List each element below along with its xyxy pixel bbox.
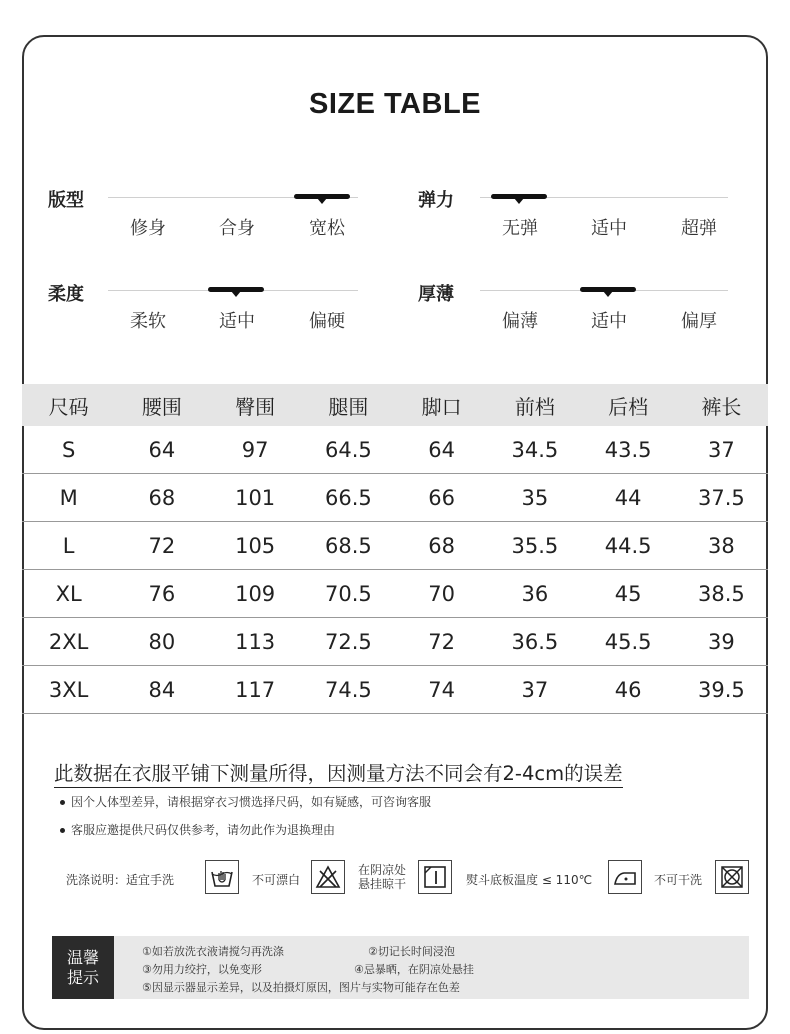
page-title: SIZE TABLE	[308, 88, 482, 120]
softness-option: 适中	[219, 311, 255, 332]
table-cell: 72	[428, 629, 455, 654]
table-cell: 64	[148, 437, 176, 462]
table-cell: 74.5	[324, 677, 372, 702]
stretch-label: 弹力	[418, 190, 454, 211]
bullet-dot	[60, 800, 65, 805]
table-cell: 72.5	[324, 629, 372, 654]
no-dry-clean-glyph	[719, 864, 745, 890]
tips-badge-line: 提示	[66, 967, 99, 987]
column-header: 裤长	[701, 394, 742, 419]
table-cell: 76	[148, 581, 176, 606]
shade-dry-line: 在阴凉处	[358, 863, 407, 877]
table-cell: 68	[148, 485, 176, 510]
bullet-dot	[60, 828, 65, 833]
table-row	[22, 570, 768, 618]
table-cell: 64	[428, 437, 455, 462]
stretch-option: 适中	[591, 218, 627, 239]
no-bleach-icon	[311, 860, 345, 894]
thickness-option: 适中	[591, 311, 627, 332]
no-dry-clean-label: 不可干洗	[654, 873, 703, 887]
measurement-note: 此数据在衣服平铺下测量所得，因测量方法不同会有2-4cm的误差	[54, 758, 623, 788]
thickness-option: 偏厚	[681, 311, 717, 332]
column-header: 臀围	[235, 394, 276, 419]
table-cell: 97	[241, 437, 269, 462]
tip-item: ④忌暴晒，在阴凉处悬挂	[354, 963, 474, 976]
shade-dry-line: 悬挂晾干	[358, 877, 407, 891]
table-cell: M	[59, 485, 78, 510]
tips-badge	[52, 936, 114, 999]
table-row	[22, 522, 768, 570]
table-row	[22, 474, 768, 522]
table-cell: XL	[55, 581, 82, 606]
tips-panel	[52, 936, 749, 999]
table-row	[22, 666, 768, 714]
column-header: 尺码	[48, 394, 89, 419]
tip-item: ⑤因显示器显示差异，以及拍摄灯原因，图片与实物可能存在色差	[142, 981, 460, 994]
size-table	[22, 384, 768, 714]
table-cell: 37.5	[697, 485, 745, 510]
softness-label: 柔度	[48, 284, 84, 305]
column-header: 脚口	[421, 394, 462, 419]
table-cell: 37	[708, 437, 735, 462]
table-cell: 70.5	[324, 581, 372, 606]
fit-option: 合身	[219, 218, 255, 239]
table-row	[22, 618, 768, 666]
table-cell: 105	[235, 533, 276, 558]
table-cell: 38	[708, 533, 735, 558]
table-cell: 45.5	[604, 629, 652, 654]
table-cell: 101	[235, 485, 276, 510]
table-cell: 74	[428, 677, 455, 702]
table-cell: S	[61, 437, 76, 462]
iron-label: 熨斗底板温度 ≤ 110℃	[466, 873, 593, 887]
tip-item: ②切记长时间浸泡	[368, 945, 455, 958]
shade-dry-icon	[418, 860, 452, 894]
table-cell: 66	[428, 485, 455, 510]
column-header: 腿围	[328, 394, 369, 419]
column-header: 前档	[514, 394, 555, 419]
tips-badge-line: 温馨	[66, 947, 99, 967]
iron-glyph	[612, 864, 638, 890]
stretch-option: 无弹	[502, 218, 538, 239]
table-row	[22, 426, 768, 474]
no-dry-clean-icon	[715, 860, 749, 894]
table-cell: 84	[148, 677, 176, 702]
table-cell: 34.5	[511, 437, 559, 462]
table-cell: 36.5	[511, 629, 559, 654]
tip-item: ①如若放洗衣液请搅匀再洗涤	[142, 945, 284, 958]
iron-icon	[608, 860, 642, 894]
table-cell: 38.5	[697, 581, 745, 606]
table-cell: 109	[235, 581, 276, 606]
shade-dry-glyph	[422, 864, 448, 890]
table-cell: 3XL	[48, 677, 89, 702]
wash-heading: 洗涤说明：适宜手洗	[66, 873, 175, 887]
table-cell: 80	[148, 629, 176, 654]
thickness-option: 偏薄	[502, 311, 538, 332]
table-cell: 35.5	[511, 533, 559, 558]
table-cell: 45	[614, 581, 642, 606]
fit-option: 宽松	[309, 218, 345, 239]
table-cell: 68.5	[324, 533, 372, 558]
thickness-selected-marker	[580, 287, 636, 292]
softness-option: 柔软	[130, 311, 166, 332]
table-cell: 35	[521, 485, 549, 510]
table-cell: 46	[614, 677, 642, 702]
no-bleach-glyph	[315, 864, 341, 890]
hand-wash-icon	[205, 860, 239, 894]
hand-wash-glyph	[209, 864, 235, 890]
table-cell: 113	[235, 629, 276, 654]
table-cell: 44	[614, 485, 642, 510]
table-header-row	[22, 384, 768, 426]
shade-dry-label	[358, 863, 406, 891]
stretch-option: 超弹	[681, 218, 717, 239]
table-cell: 36	[521, 581, 549, 606]
table-cell: 37	[521, 677, 549, 702]
table-cell: 39.5	[697, 677, 745, 702]
thickness-label: 厚薄	[418, 284, 454, 305]
table-cell: 66.5	[324, 485, 372, 510]
no-bleach-label: 不可漂白	[252, 873, 301, 887]
fit-option: 修身	[130, 218, 166, 239]
fit-label: 版型	[48, 190, 84, 211]
stretch-selected-marker	[491, 194, 547, 199]
table-cell: 44.5	[604, 533, 652, 558]
note-bullet	[60, 821, 335, 838]
table-cell: 117	[235, 677, 276, 702]
column-header: 腰围	[141, 394, 182, 419]
softness-option: 偏硬	[309, 311, 345, 332]
fit-selected-marker	[294, 194, 350, 199]
note-bullet-text: 客服应邀提供尺码仅供参考，请勿此作为退换理由	[71, 823, 336, 837]
tip-item: ③勿用力绞拧，以免变形	[142, 963, 262, 976]
table-cell: 64.5	[324, 437, 372, 462]
table-cell: L	[62, 533, 75, 558]
table-cell: 2XL	[48, 629, 89, 654]
table-cell: 39	[708, 629, 735, 654]
column-header: 后档	[608, 394, 649, 419]
table-cell: 70	[428, 581, 455, 606]
softness-selected-marker	[208, 287, 264, 292]
note-bullet	[60, 793, 431, 810]
table-cell: 72	[148, 533, 176, 558]
table-cell: 43.5	[604, 437, 652, 462]
table-cell: 68	[428, 533, 455, 558]
note-bullet-text: 因个人体型差异，请根据穿衣习惯选择尺码，如有疑感，可咨询客服	[71, 795, 432, 809]
